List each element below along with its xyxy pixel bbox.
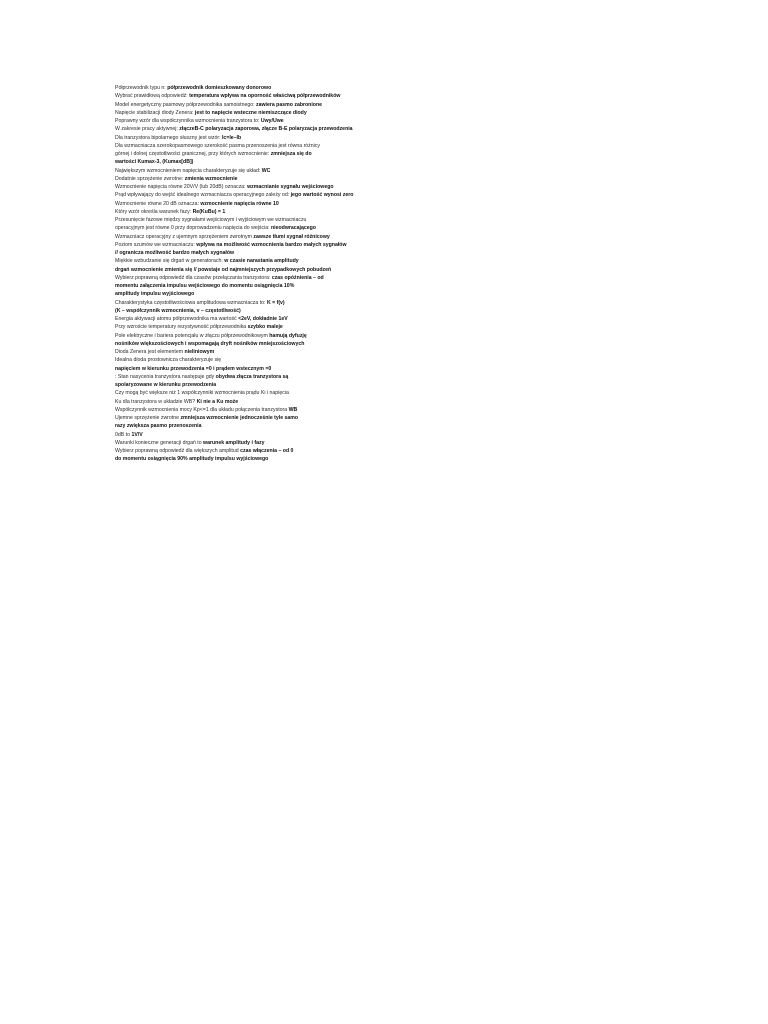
line-answer: szybko maleje — [247, 324, 283, 331]
line-answer: jego wartość wynosi zero — [290, 192, 354, 199]
document-line — [115, 431, 415, 439]
document-line — [115, 175, 415, 183]
document-line — [115, 356, 415, 364]
line-answer: nieliniowym — [184, 349, 215, 355]
line-text: Model energetyczny pasmowy półprzewodnika samoistnego: — [115, 101, 256, 108]
line-text: Przesunięcie fazowe między sygnałami wejściowym i wyjściowym we wzmacniaczu — [115, 217, 307, 223]
document-line — [115, 373, 415, 381]
document-line — [115, 183, 415, 191]
line-text: Dla tranzystora bipolarnego słuszny jest wzór: — [115, 134, 222, 141]
document-line — [115, 381, 415, 389]
document-line — [115, 406, 415, 414]
line-text: W zakresie pracy aktywnej: — [115, 126, 180, 133]
document-line — [115, 323, 415, 331]
document-line — [115, 216, 415, 224]
document-line — [115, 299, 415, 307]
line-text: Miękkie wzbudzanie się drgań w generatorach: — [115, 258, 225, 265]
line-text: Wybrać prawidłową odpowiedź: — [115, 93, 190, 100]
line-text: Wzmacniacz operacyjny z ujemnym sprzężeniem zwrotnym — [115, 233, 254, 240]
line-text: Charakterystyka częstotliwościowa amplitudowa wzmacniacza to: — [115, 299, 267, 306]
line-text: Wybierz poprawną odpowiedź dla czasów przełączania tranzystora: — [115, 274, 272, 281]
document-line — [115, 290, 415, 298]
line-text: operacyjnym jest równe 0 przy doprowadzeniu napięcia do wejścia: — [115, 225, 271, 232]
line-answer: zmienia wzmocnienie — [184, 175, 238, 182]
line-answer: Ic=Ie–Ib — [221, 134, 242, 141]
line-answer: Uwy/Uwe — [260, 118, 284, 124]
document-line — [115, 191, 415, 199]
line-text: Napięcie stabilizacji diody Zenera: — [115, 109, 195, 116]
line-answer: momentu załączenia impulsu wejściowego do momentu osiągnięcia 10% — [115, 283, 295, 289]
document-line — [115, 439, 415, 447]
line-text: Energia aktywacji atomu półprzewodnika ma wartość — [115, 316, 239, 322]
document-line — [115, 455, 415, 463]
line-answer: półprzewodnik domieszkowany donorowo — [167, 85, 272, 91]
line-text: Dodatnie sprzężenie zwrotne: — [115, 175, 185, 182]
line-text: Ujemne sprzężenie zwrotne — [115, 415, 181, 421]
line-answer: nieodwracającego — [271, 225, 316, 232]
line-answer: razy zwiększa pasmo przenoszenia — [115, 423, 202, 430]
document-line — [115, 92, 415, 100]
document-line — [115, 332, 415, 340]
document-line — [115, 134, 415, 142]
line-answer: Re(KuBu) = 1 — [192, 208, 226, 215]
line-answer: WC — [261, 167, 271, 174]
line-answer: czas włączenia – od 0 — [240, 448, 294, 454]
line-text: Warunki konieczne generacji drgań to — [115, 439, 204, 446]
line-text: Poziom szumów we wzmacniaczu: — [115, 241, 197, 248]
line-answer: do momentu osiągnięcia 90% amplitudy impulsu wyjściowego — [115, 456, 269, 463]
document-line — [115, 249, 415, 257]
document-line — [115, 257, 415, 265]
line-text: Dla wzmacniacza szerokopasmowego szerokość pasma przenoszenia jest równa różnicy — [115, 142, 320, 149]
document-line — [115, 158, 415, 166]
document-line — [115, 348, 415, 356]
line-answer: // ogranicza możliwość bardzo małych sygnałów — [115, 250, 235, 256]
document-line — [115, 266, 415, 274]
document-line — [115, 398, 415, 406]
document-line — [115, 241, 415, 249]
document-line — [115, 389, 415, 397]
document-line — [115, 84, 415, 92]
document-line — [115, 150, 415, 158]
line-answer: WB — [288, 406, 298, 413]
document-line — [115, 422, 415, 430]
line-answer: (K – współczynnik wzmocnienia, v – częstotliwość) — [115, 307, 241, 314]
line-text: : Stan nasycenia tranzystora następuje gdy — [115, 373, 216, 380]
line-answer: złączeB-C polaryzacja zaporowa, złącze B-E polaryzacja przewodzenia — [179, 126, 353, 133]
line-answer: czas opóźnienia – od — [271, 274, 324, 281]
line-text: górnej i dolnej częstotliwości granicznej, przy których wzmocnienie: — [115, 151, 271, 157]
line-answer: zawsze tłumi sygnał różnicowy — [253, 233, 330, 240]
line-answer: jest to napięcie wsteczne niemiszczące diody — [194, 109, 307, 116]
document-line — [115, 208, 415, 216]
line-answer: hamują dyfuzję — [269, 332, 307, 339]
line-answer: nośników większościowych i wspomagają dryft nośników mniejszościowych — [115, 340, 305, 347]
document-line — [115, 109, 415, 117]
line-answer: temperatura wpływa na oporność właściwą półprzewodników — [189, 93, 341, 100]
document-line — [115, 200, 415, 208]
line-text: Wzmocnienie napięcia równe 20V/V (lub 20dB) oznacza: — [115, 184, 248, 190]
line-text: Półprzewodnik typu n: — [115, 85, 168, 91]
line-text: 0dB to — [115, 431, 132, 438]
line-answer: <2eV, dokładnie 1eV — [238, 316, 288, 322]
document-line — [115, 125, 415, 133]
document-line — [115, 101, 415, 109]
line-answer: wpływa na możliwość wzmocnienia bardzo małych sygnałów — [196, 241, 347, 248]
line-text: Poprawny wzór dla współczynnika wzmocnienia tranzystora to: — [115, 118, 261, 124]
line-text: Który wzór określa warunek fazy: — [115, 208, 193, 215]
document-text — [115, 84, 415, 464]
line-answer: w czasie narastania amplitudy — [224, 258, 299, 265]
line-answer: wzmocnienie napięcia równe 10 — [200, 200, 279, 207]
line-answer: zmniejsza wzmocnienie jednocześnie tyle samo — [180, 415, 299, 421]
line-text: Przy wzroście temperatury rezystywność półprzewodnika — [115, 324, 248, 331]
line-text: Prąd wpływający do wejść idealnego wzmacniacza operacyjnego zależy od: — [115, 192, 291, 199]
line-answer: spolaryzowane w kierunku przewodzenia — [115, 382, 217, 388]
line-text: Idealna dioda prostownicza charakteryzuje się — [115, 357, 222, 364]
document-line — [115, 142, 415, 150]
line-text: Wzmocnienie równe 20 dB oznacza: — [115, 200, 201, 207]
line-answer: napięciem w kierunku przewodzenia =0 i prądem wstecznym =0 — [115, 365, 272, 372]
line-text: Współczynnik wzmocnienia mocy Kp<=1 dla układu połączenia tranzystora — [115, 406, 289, 413]
line-text: Czy mogą być większe niż 1 współczynniki wzmocnienia prądu Ki i napięcia — [115, 390, 289, 397]
line-answer: Ki nie a Ku może — [196, 398, 239, 405]
document-line — [115, 307, 415, 315]
line-text: Największym wzmocnieniem napięcia charakteryzuje się układ: — [115, 167, 262, 174]
document-line — [115, 365, 415, 373]
line-text: Dioda Zenera jest elementem — [115, 349, 185, 355]
line-answer: wartości Kumax-3, (Kumax[dB]) — [115, 159, 194, 166]
line-text: Pole elektryczne i bariera potencjału w złączu półprzewodnikowym — [115, 332, 270, 339]
line-text: Ku dla tranzystora w układzie WB? — [115, 398, 197, 405]
line-answer: warunek amplitudy i fazy — [203, 439, 265, 446]
line-answer: obydwa złącza tranzystora są — [215, 373, 289, 380]
line-answer: drgań wzmocnienie zmienia się // powstaje od najmniejszych przypadkowych pobudzeń — [115, 266, 332, 273]
document-line — [115, 282, 415, 290]
line-answer: K = f(v) — [266, 299, 285, 306]
line-answer: zmniejsza się do — [270, 151, 312, 157]
document-line — [115, 414, 415, 422]
document-line — [115, 167, 415, 175]
document-line — [115, 274, 415, 282]
document-line — [115, 315, 415, 323]
line-answer: 1V/V — [131, 431, 143, 438]
line-text: Wybierz poprawną odpowiedź dla większych amplitud — [115, 448, 241, 454]
document-line — [115, 447, 415, 455]
line-answer: wzmacnianie sygnału wejściowego — [247, 184, 334, 190]
line-answer: amplitudy impulsu wyjściowego — [115, 291, 195, 298]
document-line — [115, 224, 415, 232]
document-line — [115, 117, 415, 125]
document-line — [115, 233, 415, 241]
line-answer: zawiera pasmo zabronione — [256, 101, 323, 108]
document-line — [115, 340, 415, 348]
